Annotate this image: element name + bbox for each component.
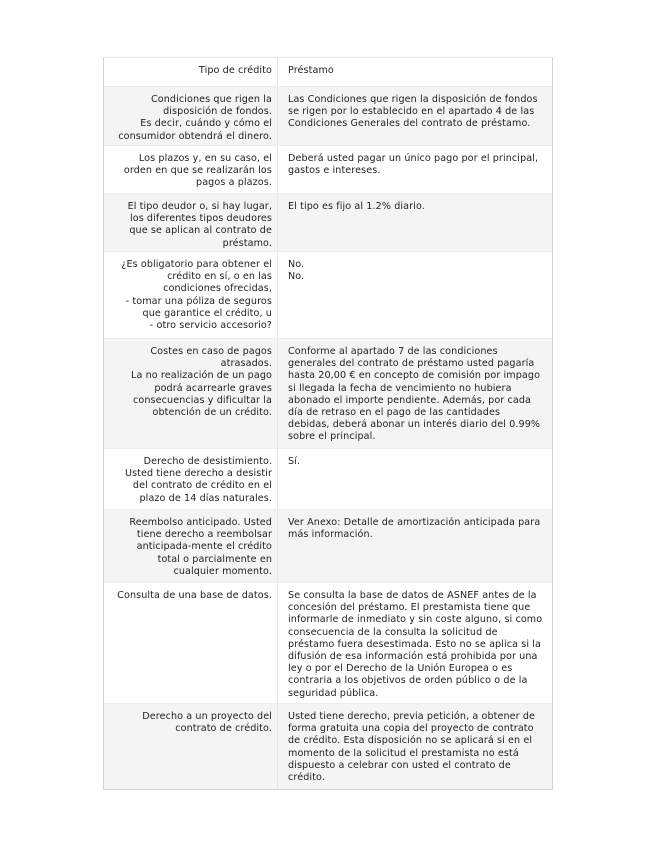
row-value: Usted tiene derecho, previa petición, a obtener de forma gratuita una copia del proyecto de contrato de crédito. Esta disposición no se aplicará si en el momento de la solicitud el prestamista no está dispuesto a celebrar con usted el contrato de crédito. [288,711,536,784]
row-value: Las Condiciones que rigen la disposición de fondos se rigen por lo establecido en el apartado 4 de las Condiciones Generales del contrato de préstamo. [288,94,538,130]
row-value: El tipo es fijo al 1.2% diario. [288,201,425,212]
table-row [104,146,552,194]
credit-info-table [103,57,553,790]
table-row [104,87,552,146]
table-row [104,194,552,252]
text-line: Condiciones que rigen la disposición de fondos. [150,94,272,118]
row-label: Derecho a un proyecto del contrato de crédito. [104,704,278,789]
row-value: Conforme al apartado 7 de las condiciones generales del contrato de préstamo usted pagaría hasta 20,00 € en concepto de comisión por impago si llegada la fecha de vencimiento no hubiera abonado el importe pendiente. Además, por cada día de retraso en el pago de las cantidades debidas, deberá abonar un interés diario del 0.99% sobre el principal. [288,346,541,443]
row-value [278,252,552,338]
row-value: Préstamo [288,65,334,76]
row-value: Ver Anexo: Detalle de amortización anticipada para más información. [288,517,541,541]
row-value: Sí. [288,456,301,467]
row-label: El tipo deudor o, si hay lugar, los diferentes tipos deudores que se aplican al contrato de préstamo. [104,194,278,251]
text-line: - tomar una póliza de seguros que garantice el crédito, u [125,295,272,319]
text-line: Es decir, cuándo y cómo el consumidor obtendrá el dinero. [118,118,272,142]
table-row [104,339,552,449]
text-line: No. [288,259,305,270]
row-label: Tipo de crédito [104,58,278,86]
row-label: Consulta de una base de datos. [104,583,278,703]
table-row [104,58,552,87]
text-line: La no realización de un pago podrá acarrearle graves consecuencias y dificultar la obtención de un crédito. [131,370,272,419]
row-label: Reembolso anticipado. Usted tiene derecho a reembolsar anticipada-mente el crédito total o parcialmente en cualquier momento. [104,510,278,582]
table-row [104,449,552,510]
text-line: - otro servicio accesorio? [149,320,272,332]
text-line: Usted tiene derecho a desistir del contrato de crédito en el plazo de 14 días naturales. [124,468,272,504]
table-row [104,583,552,704]
row-label [104,339,278,448]
row-value: Se consulta la base de datos de ASNEF antes de la concesión del préstamo. El prestamista tiene que informarle de inmediato y sin coste alguno, si como consecuencia de la consulta la solicitud de préstamo fuera desestimada. Esto no se aplica si la difusión de esa información está prohibida por una ley o por el Derecho de la Unión Europea o es contraria a los objetivos de orden público o de la seguridad pública. [288,590,543,699]
text-line: Costes en caso de pagos atrasados. [150,346,272,370]
text-line: Derecho de desistimiento. [143,456,272,467]
row-label: Los plazos y, en su caso, el orden en que se realizarán los pagos a plazos. [104,146,278,193]
table-row [104,510,552,583]
text-line: No. [288,271,305,283]
row-label [104,449,278,509]
row-value: Deberá usted pagar un único pago por el principal, gastos e intereses. [288,153,539,177]
table-row [104,252,552,339]
table-row [104,704,552,789]
row-label [104,252,278,338]
text-line: ¿Es obligatorio para obtener el crédito en sí, o en las condiciones ofrecidas, [121,259,272,295]
row-label [104,87,278,145]
